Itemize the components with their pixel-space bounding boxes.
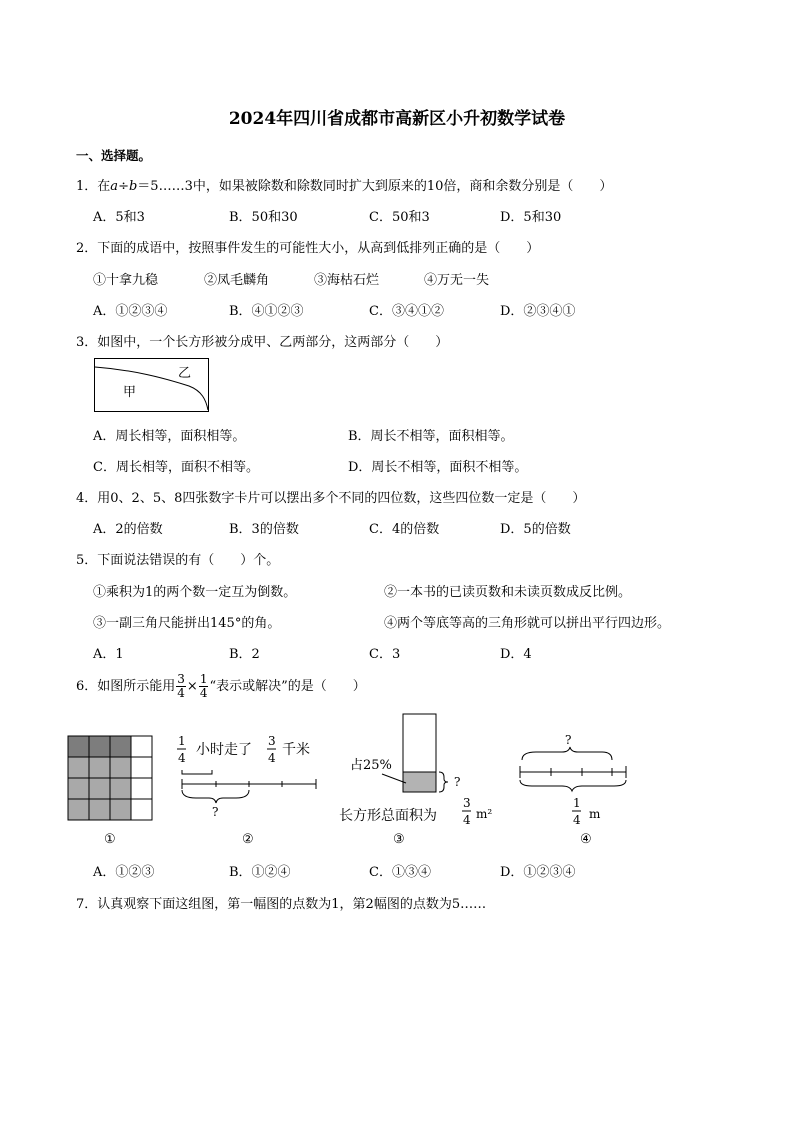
fraction-numerator: 3 bbox=[463, 796, 471, 810]
question-5: 5．下面说法错误的有（ ）个。 bbox=[76, 553, 280, 568]
figure-2-caption: ② bbox=[242, 832, 254, 847]
fraction-denominator: 4 bbox=[268, 751, 276, 765]
question-1 bbox=[76, 175, 612, 194]
divide-sign: ÷ bbox=[118, 179, 129, 194]
fraction-denominator: 4 bbox=[199, 686, 208, 700]
shaded-part bbox=[403, 772, 436, 792]
fraction-numerator: 3 bbox=[177, 672, 185, 686]
q2-item-2: ②凤毛麟角 bbox=[204, 273, 270, 288]
q4-option-a[interactable]: A．2的倍数 bbox=[93, 522, 163, 537]
q2-item-4: ④万无一失 bbox=[424, 273, 490, 288]
q2-item-3: ③海枯石烂 bbox=[314, 273, 380, 288]
grid-cell bbox=[131, 778, 152, 799]
q1-option-b[interactable]: B．50和30 bbox=[229, 210, 298, 225]
figure-1-caption: ① bbox=[104, 832, 116, 847]
grid-cell-shaded bbox=[89, 799, 110, 820]
q1-option-d[interactable]: D．5和30 bbox=[500, 210, 562, 225]
q2-item-1: ①十拿九稳 bbox=[93, 273, 159, 288]
unit-meter: m bbox=[589, 807, 601, 821]
figure-2-line-diagram bbox=[176, 730, 326, 826]
rectangle-outline bbox=[95, 359, 209, 412]
question-6-pre: 6．如图所示能用 bbox=[76, 679, 176, 694]
grid-cell-shaded bbox=[110, 736, 131, 757]
question-1-post: ＝5……3中，如果被除数和除数同时扩大到原来的10倍，商和余数分别是（ ） bbox=[137, 179, 613, 194]
q6-option-a[interactable]: A．①②③ bbox=[93, 865, 155, 880]
fraction-denominator: 4 bbox=[177, 686, 185, 700]
times-sign: × bbox=[186, 679, 198, 694]
question-1-number: 1． bbox=[76, 179, 98, 194]
top-bracket bbox=[182, 770, 212, 774]
question-mark: ? bbox=[212, 805, 219, 819]
figure-4-caption: ④ bbox=[580, 832, 592, 847]
fraction-denominator: 4 bbox=[463, 813, 471, 826]
question-mark: ? bbox=[454, 775, 461, 789]
label-yi: 乙 bbox=[178, 366, 192, 381]
fig2-text-km: 千米 bbox=[282, 742, 310, 758]
question-3: 3．如图中，一个长方形被分成甲、乙两部分，这两部分（ ） bbox=[76, 335, 449, 350]
unit-square-meters: m² bbox=[476, 807, 493, 821]
grid-cell-shaded bbox=[68, 736, 89, 757]
q2-option-a[interactable]: A．①②③④ bbox=[93, 304, 168, 319]
grid-cell-shaded bbox=[110, 799, 131, 820]
grid-cell-shaded bbox=[110, 757, 131, 778]
question-6-post: “表示或解决”的是（ ） bbox=[209, 679, 366, 694]
q5-option-c[interactable]: C．3 bbox=[369, 647, 401, 662]
q5-item-4: ④两个等底等高的三角形就可以拼出平行四边形。 bbox=[384, 616, 671, 631]
grid-cell-shaded bbox=[68, 799, 89, 820]
q2-option-b[interactable]: B．④①②③ bbox=[229, 304, 304, 319]
section-heading: 一、选择题。 bbox=[76, 148, 152, 163]
dividing-curve bbox=[95, 367, 208, 410]
q5-item-3: ③一副三角尺能拼出145°的角。 bbox=[93, 616, 281, 631]
grid-cell-shaded bbox=[89, 736, 110, 757]
grid-cell-shaded bbox=[89, 757, 110, 778]
question-6 bbox=[76, 673, 366, 700]
fig2-text-hours: 小时走了 bbox=[196, 742, 252, 758]
grid-cell bbox=[131, 799, 152, 820]
q4-option-c[interactable]: C．4的倍数 bbox=[369, 522, 440, 537]
total-area-text: 长方形总面积为 bbox=[339, 808, 437, 824]
grid-cell bbox=[131, 757, 152, 778]
variable-a: a bbox=[110, 179, 119, 194]
top-brace bbox=[522, 747, 612, 760]
label-jia: 甲 bbox=[123, 385, 137, 400]
q4-option-d[interactable]: D．5的倍数 bbox=[500, 522, 571, 537]
q3-option-b[interactable]: B．周长不相等，面积相等。 bbox=[348, 429, 514, 444]
q6-option-c[interactable]: C．①③④ bbox=[369, 865, 431, 880]
q5-item-1: ①乘积为1的两个数一定互为倒数。 bbox=[93, 585, 297, 600]
figure-1-grid bbox=[67, 735, 155, 825]
page-title: 2024年四川省成都市高新区小升初数学试卷 bbox=[228, 109, 566, 129]
percent-label: 占25% bbox=[350, 758, 392, 773]
q3-option-a[interactable]: A．周长相等，面积相等。 bbox=[93, 429, 246, 444]
q2-option-d[interactable]: D．②③④① bbox=[500, 304, 576, 319]
variable-b: b bbox=[128, 179, 138, 194]
grid-cell bbox=[131, 736, 152, 757]
fraction-denominator: 4 bbox=[573, 813, 581, 827]
grid-cell-shaded bbox=[68, 757, 89, 778]
grid-cell-shaded bbox=[68, 778, 89, 799]
q6-option-b[interactable]: B．①②④ bbox=[229, 865, 291, 880]
q3-option-c[interactable]: C．周长相等，面积不相等。 bbox=[93, 460, 259, 475]
grid-cell-shaded bbox=[110, 778, 131, 799]
figure-4-line-diagram bbox=[514, 728, 634, 828]
q1-option-c[interactable]: C．50和3 bbox=[369, 210, 430, 225]
figure-3-caption: ③ bbox=[393, 832, 405, 847]
fraction-numerator: 1 bbox=[573, 796, 581, 810]
q5-option-b[interactable]: B．2 bbox=[229, 647, 260, 662]
fraction-numerator: 3 bbox=[268, 734, 276, 748]
q2-option-c[interactable]: C．③④①② bbox=[369, 304, 444, 319]
q3-option-d[interactable]: D．周长不相等，面积不相等。 bbox=[348, 460, 528, 475]
question-1-pre: 在 bbox=[97, 179, 111, 194]
question-mark: ? bbox=[565, 733, 572, 747]
question-2: 2．下面的成语中，按照事件发生的可能性大小，从高到低排列正确的是（ ） bbox=[76, 241, 540, 256]
q1-option-a[interactable]: A．5和3 bbox=[93, 210, 145, 225]
question-4: 4．用0、2、5、8四张数字卡片可以摆出多个不同的四位数，这些四位数一定是（ ） bbox=[76, 491, 586, 506]
bottom-brace bbox=[182, 790, 249, 803]
fraction-denominator: 4 bbox=[178, 751, 186, 765]
q4-option-b[interactable]: B．3的倍数 bbox=[229, 522, 299, 537]
figure-3-rectangle-area bbox=[336, 708, 506, 826]
q3-rectangle-figure bbox=[94, 358, 210, 414]
q5-option-a[interactable]: A．1 bbox=[93, 647, 124, 662]
question-7: 7．认真观察下面这组图，第一幅图的点数为1，第2幅图的点数为5…… bbox=[76, 897, 487, 912]
fraction-three-quarters bbox=[176, 673, 186, 700]
grid-cell-shaded bbox=[89, 778, 110, 799]
right-brace bbox=[439, 772, 448, 792]
q5-item-2: ②一本书的已读页数和未读页数成反比例。 bbox=[384, 585, 632, 600]
bottom-brace bbox=[520, 780, 626, 791]
pointer-line bbox=[382, 774, 406, 783]
q6-option-d[interactable]: D．①②③④ bbox=[500, 865, 576, 880]
fraction-one-quarter bbox=[199, 673, 209, 700]
q5-option-d[interactable]: D．4 bbox=[500, 647, 532, 662]
fraction-numerator: 1 bbox=[178, 734, 186, 748]
fraction-numerator: 1 bbox=[199, 672, 208, 686]
